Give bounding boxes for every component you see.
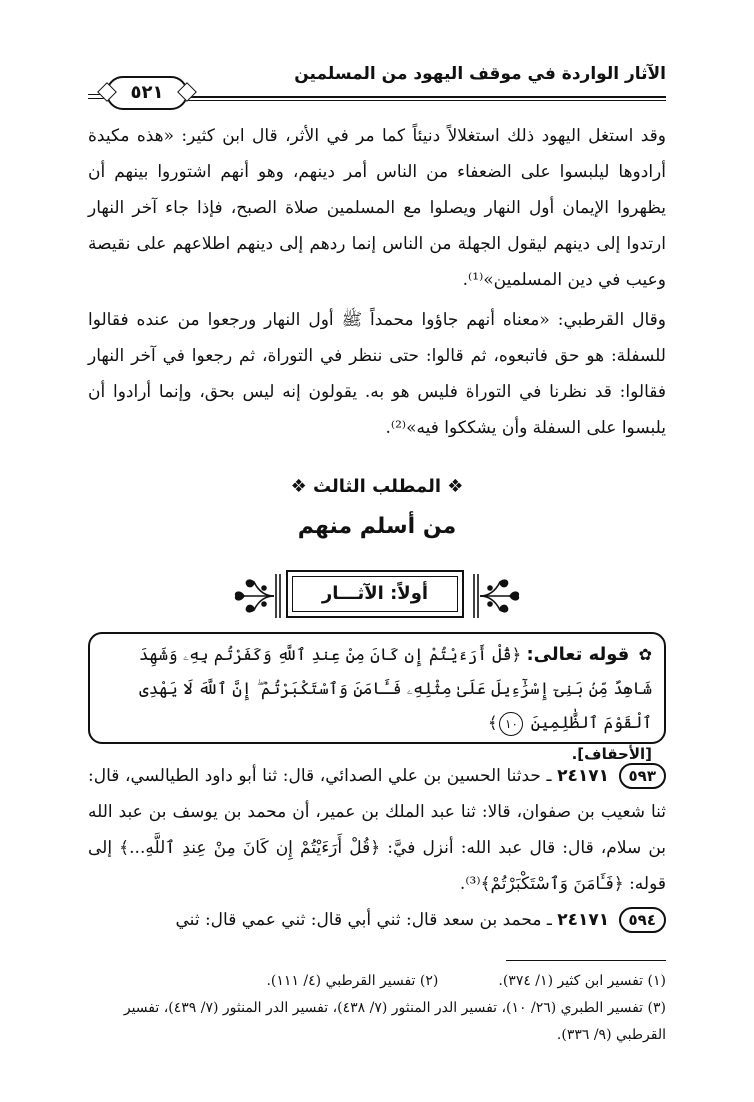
floral-ornament-icon [230, 570, 282, 622]
hadith-entry [88, 758, 666, 902]
header-rule-thin [186, 100, 666, 101]
hadith-number: ٢٤١٧١ [557, 766, 609, 786]
footnote-row [88, 968, 666, 995]
page-header [88, 60, 666, 104]
footnotes [88, 968, 666, 1049]
surah-reference: [الأحقاف]. [571, 745, 652, 763]
verse-lead: قوله تعالى: [526, 644, 630, 665]
ayah-number-marker: ١٠ [499, 712, 523, 736]
athar-title-frame [230, 566, 524, 626]
hadith-text: ـ محمد بن سعد قال: ثني أبي قال: ثني عمي قال: ثني [175, 910, 552, 930]
hadith-sequence-badge: ٥٩٣ [619, 763, 666, 789]
verse-text: ﴿قُلْ أَرَءَيْتُمْ إِن كَانَ مِنْ عِندِ ٱللَّهِ وَكَفَرْتُم بِهِۦ وَشَهِدَ شَاهِدٌ مِّنۢ بَنِىٓ إِسْرَٰٓءِيلَ عَلَىٰ مِثْلِهِۦ فَـَٔامَنَ وَٱسْتَكْبَرْتُمْ ۖ إِنَّ ٱللَّهَ لَا يَهْدِى ٱلْقَوْمَ ٱلظَّٰلِمِينَ [139, 645, 652, 732]
section-subheading: ❖ المطلب الثالث ❖ [290, 476, 464, 497]
page-number: ٥٢١ [106, 76, 188, 110]
footnote-1: (١) تفسير ابن كثير (١/ ٣٧٤). [498, 973, 666, 989]
quran-verse-box [88, 632, 666, 763]
verse-close-bracket: ﴾ [487, 713, 498, 732]
header-rule [186, 96, 666, 98]
athar-title-box [286, 570, 464, 618]
footnote-separator [506, 960, 666, 961]
athar-title: أولاً: الآثـــار [292, 576, 458, 612]
running-title: الآثار الواردة في موقف اليهود من المسلمين [294, 64, 666, 84]
hadith-number: ٢٤١٧١ [557, 910, 610, 930]
hadith-text: ـ حدثنا الحسين بن علي الصدائي، قال: ثنا أبو داود الطيالسي، قال: ثنا شعيب بن صفوان، قالا: ثنا عبد الملك بن عمير، أن محمد بن يوسف بن عبد الله بن سلام، قال: قال عبد الله: أنزل فيَّ: ﴿قُلْ أَرَءَيْتُمْ إِن كَانَ مِنْ عِندِ ٱللَّهِ...﴾ إلى قوله: ﴿فَـَٔامَنَ وَٱسْتَكْبَرْتُمْ﴾⁽³⁾. [88, 766, 666, 894]
paragraph-ibn-kathir: وقد استغل اليهود ذلك استغلالاً دنيئاً كما مر في الأثر، قال ابن كثير: «هذه مكيدة أرادوها ليلبسوا على الضعفاء من الناس أمر دينهم، وهو أنهم اشتوروا بينهم أن يظهروا الإيمان أول النهار ويصلوا مع المسلمين صلاة الصبح، فإذا جاء آخر النهار ارتدوا إلى دينهم ليقول الجهلة من الناس إنما ردهم إلى دينهم اطلاعهم على نقيصة وعيب في دين المسلمين»⁽¹⁾. [88, 126, 666, 290]
footnote-2: (٢) تفسير القرطبي (٤/ ١١١). [266, 973, 439, 989]
floral-ornament-icon [472, 570, 524, 622]
footnote-3: (٣) تفسير الطبري (٢٦/ ١٠)، تفسير الدر المنثور (٧/ ٤٣٨)، تفسير الدر المنثور (٧/ ٤٣٩)، تفسير القرطبي (٩/ ٣٣٦). [123, 1000, 666, 1043]
page-number-frame [88, 76, 184, 112]
paragraph-qurtubi: وقال القرطبي: «معناه أنهم جاؤوا محمداً ﷺ أول النهار ورجعوا من عنده فقالوا للسفلة: هو حق فاتبعوه، ثم قالوا: حتى ننظر في التوراة، ثم رجعوا في آخر النهار فقالوا: قد نظرنا في التوراة فليس هو به. يقولون إنه ليس بحق، وإنما أرادوا أن يلبسوا على السفلة وأن يشككوا فيه»⁽²⁾. [88, 310, 666, 438]
section-heading: من أسلم منهم [297, 514, 457, 539]
hadith-entry [88, 902, 666, 938]
star-icon: ✿ [638, 645, 652, 664]
hadith-sequence-badge: ٥٩٤ [619, 907, 666, 933]
